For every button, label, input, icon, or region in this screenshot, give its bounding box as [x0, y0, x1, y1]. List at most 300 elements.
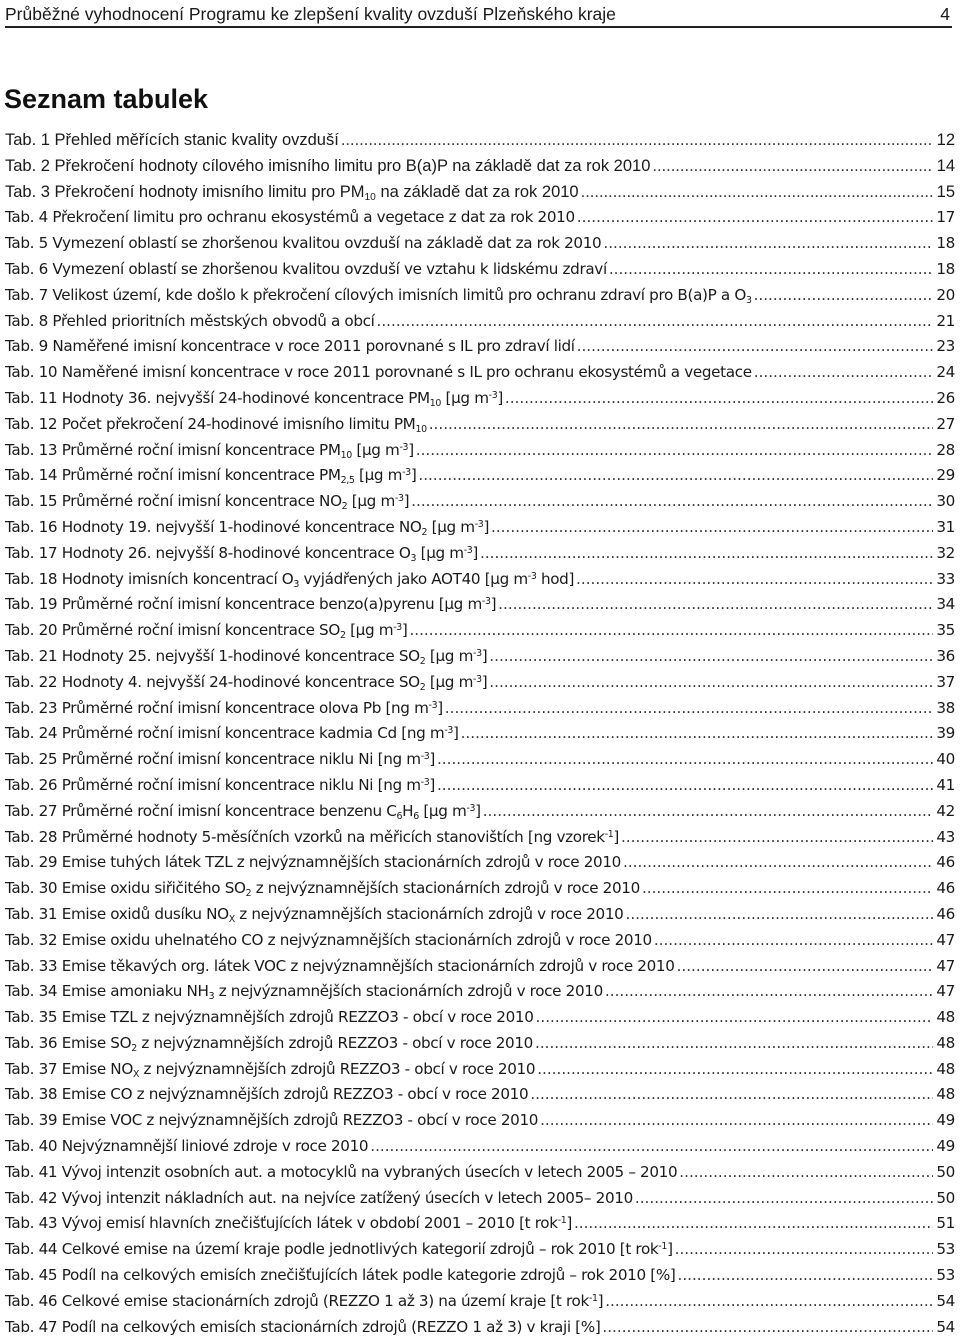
toc-entry-label [5, 283, 752, 309]
toc-entry-label [5, 1289, 603, 1315]
label-text: Tab. 7 Velikost území, kde došlo k překročení cílových imisních limitů pro ochranu zdraví pro B(a)P a O [5, 285, 746, 304]
toc-page-number: 46 [936, 879, 955, 898]
toc-entry-label [5, 205, 575, 231]
toc-page-number: 49 [936, 1111, 955, 1130]
toc-entry[interactable] [5, 231, 955, 257]
superscript: -1 [658, 1241, 668, 1253]
toc-entry-label [5, 1315, 600, 1340]
dot-leader [577, 205, 933, 231]
label-text: Tab. 46 Celkové emise stacionárních zdrojů (REZZO 1 až 3) na území kraje [t rok [5, 1291, 589, 1310]
toc-entry[interactable] [5, 412, 955, 438]
label-text: Tab. 5 Vymezení oblastí se zhoršenou kvalitou ovzduší na základě dat za rok 2010 [5, 234, 602, 253]
dot-leader [654, 928, 933, 954]
dot-leader [537, 1057, 933, 1083]
label-text: ] [613, 827, 619, 846]
label-text: z nejvýznamnějších stacionárních zdrojů v roce 2010 [251, 879, 640, 898]
superscript: -3 [420, 776, 430, 788]
label-text: [µg m [441, 388, 489, 407]
toc-page-number: 23 [936, 337, 955, 356]
document-title: Průběžné vyhodnocení Programu ke zlepšení kvality ovzduší Plzeňského kraje [5, 4, 616, 24]
superscript: -3 [488, 389, 498, 401]
dot-leader [445, 696, 933, 722]
toc-page-number: 33 [936, 569, 955, 588]
toc-entry-label [5, 128, 339, 154]
subscript: 10 [340, 449, 352, 461]
toc-entry-label [5, 154, 650, 180]
toc-entry-label [5, 1160, 677, 1186]
superscript: -3 [402, 467, 411, 479]
label-text: Tab. 4 Překročení limitu pro ochranu ekosystémů a vegetace z dat za rok 2010 [5, 208, 575, 227]
toc-entry-label [5, 592, 496, 618]
label-text: ] [667, 1240, 673, 1259]
toc-entry-label [5, 618, 407, 644]
label-text: Tab. 44 Celkové emise na území kraje podle jednotlivých kategorií zdrojů – rok 2010 [t rok [5, 1240, 659, 1259]
subscript: 2 [419, 655, 426, 667]
label-text: Tab. 40 Nejvýznamnější liniové zdroje v roce 2010 [5, 1137, 369, 1156]
label-text: Tab. 36 Emise SO [5, 1033, 132, 1052]
toc-page-number: 39 [936, 724, 955, 743]
superscript: -3 [428, 699, 438, 711]
toc-page-number: 20 [936, 285, 955, 304]
label-text: [µg m [345, 621, 394, 640]
toc-entry-label [5, 515, 489, 541]
toc-page-number: 34 [936, 595, 955, 614]
dot-leader [605, 979, 933, 1005]
label-text: z nejvýznamnějších zdrojů REZZO3 - obcí v roce 2010 [136, 1033, 533, 1052]
toc-entry[interactable] [5, 515, 955, 541]
label-text: Tab. 47 Podíl na celkových emisích stacionárních zdrojů (REZZO 1 až 3) v kraji [%] [5, 1317, 601, 1336]
superscript: -3 [399, 441, 409, 453]
toc-entry[interactable] [5, 1005, 955, 1031]
label-text: Tab. 1 Přehled měřících stanic kvality ovzduší [5, 131, 339, 149]
label-text: Tab. 34 Emise amoniaku NH [5, 982, 209, 1001]
dot-leader [679, 1160, 933, 1186]
dot-leader [416, 438, 933, 464]
toc-page-number: 18 [936, 234, 955, 253]
label-text: [µg m [425, 646, 474, 665]
label-text: Tab. 18 Hodnoty imisních koncentrací O [5, 569, 294, 588]
page-number: 4 [940, 4, 950, 24]
toc-entry-label [5, 1263, 676, 1289]
subscript: 3 [208, 991, 215, 1003]
dot-leader [626, 902, 934, 928]
label-text: [µg m [418, 801, 467, 820]
label-text: Tab. 26 Průměrné roční imisní koncentrace niklu Ni [ng m [5, 775, 421, 794]
label-text: Tab. 45 Podíl na celkových emisích znečišťujících látek podle kategorie zdrojů – rok 2010 [%] [5, 1266, 676, 1285]
toc-page-number: 40 [936, 750, 955, 769]
toc-page-number: 30 [936, 492, 955, 511]
dot-leader [621, 825, 933, 851]
label-text: [µg m [354, 466, 403, 485]
label-text: Tab. 15 Průměrné roční imisní koncentrace NO [5, 492, 342, 511]
toc-entry[interactable] [5, 489, 955, 515]
toc-entry-label [5, 1082, 528, 1108]
toc-entry[interactable] [5, 1211, 955, 1237]
toc-entry[interactable] [5, 386, 955, 412]
dot-leader [642, 876, 933, 902]
dot-leader [605, 1289, 933, 1315]
toc-entry-label [5, 928, 652, 954]
label-text: Tab. 39 Emise VOC z nejvýznamnějších zdrojů REZZO3 - obcí v roce 2010 [5, 1111, 539, 1130]
label-text: na základě dat za rok 2010 [375, 182, 579, 201]
superscript: -3 [474, 518, 484, 530]
toc-entry-label [5, 721, 459, 747]
toc-page-number: 50 [936, 1162, 955, 1181]
toc-entry[interactable] [5, 850, 955, 876]
label-text: Tab. 20 Průměrné roční imisní koncentrace SO [5, 621, 340, 640]
toc-entry[interactable] [5, 438, 955, 464]
subscript: 6 [413, 810, 419, 822]
dot-leader [530, 1082, 933, 1108]
label-text: hod] [536, 569, 575, 588]
toc-entry-label [5, 438, 414, 464]
toc-entry[interactable] [5, 257, 955, 283]
superscript: -3 [473, 647, 482, 659]
dot-leader [635, 1186, 933, 1212]
dot-leader [623, 850, 933, 876]
toc-entry[interactable] [5, 1082, 955, 1108]
toc-entry[interactable] [5, 1160, 955, 1186]
toc-entry-label [5, 747, 435, 773]
label-text: [µg m [347, 492, 395, 511]
toc-page-number: 47 [936, 930, 955, 949]
label-text: Tab. 30 Emise oxidu siřičitého SO [5, 879, 246, 898]
label-text: ] [497, 388, 503, 407]
label-text: [µg m [427, 517, 475, 536]
subscript: 2 [245, 887, 252, 899]
toc-entry[interactable] [5, 1134, 955, 1160]
dot-leader [603, 231, 933, 257]
toc-entry-label [5, 386, 503, 412]
dot-leader [341, 128, 933, 154]
dot-leader [498, 592, 933, 618]
toc-page-number: 27 [936, 414, 955, 433]
toc-page-number: 53 [936, 1240, 955, 1259]
toc-entry[interactable] [5, 1263, 955, 1289]
label-text: ] [403, 492, 410, 511]
subscript: X [228, 913, 235, 925]
toc-entry[interactable] [5, 954, 955, 980]
table-of-tables [5, 128, 955, 1340]
toc-entry[interactable] [5, 334, 955, 360]
toc-page-number: 29 [936, 466, 955, 485]
subscript: 10 [364, 191, 376, 203]
label-text: Tab. 28 Průměrné hodnoty 5-měsíčních vzorků na měřicích stanovištích [ng vzorek [5, 827, 605, 846]
label-text: ] [410, 466, 417, 485]
subscript: 6 [396, 810, 403, 822]
dot-leader [409, 618, 933, 644]
toc-entry-label [5, 670, 487, 696]
label-text: Tab. 14 Průměrné roční imisní koncentrace PM [5, 466, 341, 485]
label-text: Tab. 33 Emise těkavých org. látek VOC z nejvýznamnějších stacionárních zdrojů v roce 2010 [5, 956, 675, 975]
label-text: Tab. 8 Přehled prioritních městských obvodů a obcí [5, 311, 375, 330]
dot-leader [489, 670, 933, 696]
label-text: ] [408, 440, 414, 459]
label-text: ] [429, 775, 435, 794]
dot-leader [377, 309, 933, 335]
label-text: Tab. 24 Průměrné roční imisní koncentrace kadmia Cd [ng m [5, 724, 445, 743]
label-text: Tab. 9 Naměřené imisní koncentrace v roce 2011 porovnané s IL pro zdraví lidí [5, 337, 575, 356]
dot-leader [489, 644, 933, 670]
toc-entry[interactable] [5, 463, 955, 489]
toc-entry-label [5, 489, 409, 515]
toc-page-number: 50 [936, 1188, 955, 1207]
toc-page-number: 41 [936, 775, 955, 794]
label-text: [µg m [425, 672, 474, 691]
toc-page-number: 38 [936, 698, 955, 717]
dot-leader [602, 1315, 933, 1340]
toc-entry[interactable] [5, 128, 955, 154]
toc-page-number: 32 [936, 543, 955, 562]
toc-page-number: 54 [936, 1291, 955, 1310]
page-header [5, 2, 952, 28]
label-text: Tab. 29 Emise tuhých látek TZL z nejvýznamnějších stacionárních zdrojů v roce 2010 [5, 853, 621, 872]
toc-entry[interactable] [5, 1237, 955, 1263]
toc-entry[interactable] [5, 799, 955, 825]
toc-page-number: 46 [936, 904, 955, 923]
toc-page-number: 53 [936, 1266, 955, 1285]
toc-page-number: 49 [936, 1137, 955, 1156]
toc-entry-label [5, 541, 478, 567]
toc-entry[interactable] [5, 154, 955, 180]
toc-entry-label [5, 799, 481, 825]
superscript: -3 [420, 750, 430, 762]
dot-leader [418, 463, 933, 489]
toc-entry[interactable] [5, 1031, 955, 1057]
toc-entry[interactable] [5, 180, 955, 206]
label-text: ] [481, 646, 488, 665]
superscript: -1 [557, 1215, 567, 1227]
dot-leader [678, 1263, 934, 1289]
dot-leader [754, 283, 933, 309]
toc-page-number: 24 [936, 363, 955, 382]
dot-leader [540, 1108, 933, 1134]
label-text: Tab. 23 Průměrné roční imisní koncentrace olova Pb [ng m [5, 698, 429, 717]
toc-entry-label [5, 1134, 368, 1160]
toc-entry-label [5, 644, 487, 670]
superscript: -1 [588, 1292, 598, 1304]
toc-page-number: 46 [936, 853, 955, 872]
toc-entry-label [5, 360, 752, 386]
dot-leader [505, 386, 933, 412]
dot-leader [480, 541, 933, 567]
toc-entry[interactable] [5, 541, 955, 567]
toc-page-number: 47 [936, 956, 955, 975]
label-text: Tab. 12 Počet překročení 24-hodinové imisního limitu PM [5, 414, 416, 433]
dot-leader [491, 515, 933, 541]
toc-entry-label [5, 1005, 534, 1031]
toc-entry[interactable] [5, 1057, 955, 1083]
label-text: ] [401, 621, 408, 640]
label-text: Tab. 31 Emise oxidů dusíku NO [5, 904, 229, 923]
toc-page-number: 15 [936, 182, 955, 201]
toc-entry-label [5, 876, 640, 902]
label-text: ] [475, 801, 481, 820]
toc-entry[interactable] [5, 902, 955, 928]
label-text: Tab. 41 Vývoj intenzit osobních aut. a motocyklů na vybraných úsecích v letech 2005 – 2010 [5, 1162, 678, 1181]
superscript: -3 [481, 596, 491, 608]
subscript: 2,5 [340, 475, 355, 487]
toc-entry-label [5, 257, 607, 283]
toc-entry[interactable] [5, 825, 955, 851]
toc-entry[interactable] [5, 747, 955, 773]
toc-page-number: 36 [936, 646, 955, 665]
toc-page-number: 31 [936, 517, 955, 536]
toc-entry[interactable] [5, 205, 955, 231]
toc-page-number: 51 [936, 1214, 955, 1233]
dot-leader [574, 1211, 933, 1237]
toc-entry[interactable] [5, 567, 955, 593]
toc-entry-label [5, 979, 603, 1005]
subscript: 10 [429, 397, 442, 409]
label-text: ] [481, 672, 488, 691]
label-text: Tab. 35 Emise TZL z nejvýznamnějších zdrojů REZZO3 - obcí v roce 2010 [5, 1008, 534, 1027]
label-text: vyjádřených jako AOT40 [µg m [299, 569, 528, 588]
toc-entry-label [5, 825, 619, 851]
label-text: Tab. 42 Vývoj intenzit nákladních aut. na nejvíce zatížený úsecích v letech 2005– 2010 [5, 1188, 633, 1207]
toc-entry[interactable] [5, 876, 955, 902]
toc-entry-label [5, 1031, 533, 1057]
toc-entry-label [5, 1211, 572, 1237]
label-text: Tab. 6 Vymezení oblastí se zhoršenou kvalitou ovzduší ve vztahu k lidskému zdraví [5, 259, 607, 278]
superscript: -3 [444, 725, 454, 737]
dot-leader [483, 799, 933, 825]
toc-entry[interactable] [5, 618, 955, 644]
label-text: Tab. 22 Hodnoty 4. nejvyšší 24-hodinové koncentrace SO [5, 672, 420, 691]
toc-entry-label [5, 850, 621, 876]
toc-page-number: 14 [936, 156, 955, 175]
toc-entry[interactable] [5, 721, 955, 747]
toc-page-number: 18 [936, 259, 955, 278]
subscript: 2 [419, 681, 426, 693]
label-text: Tab. 38 Emise CO z nejvýznamnějších zdrojů REZZO3 - obcí v roce 2010 [5, 1085, 529, 1104]
label-text: Tab. 16 Hodnoty 19. nejvyšší 1-hodinové koncentrace NO [5, 517, 422, 536]
toc-entry[interactable] [5, 979, 955, 1005]
subscript: 3 [745, 294, 752, 306]
label-text: ] [597, 1291, 604, 1310]
superscript: -3 [394, 492, 404, 504]
dot-leader [437, 747, 933, 773]
toc-entry[interactable] [5, 360, 955, 386]
toc-entry[interactable] [5, 1186, 955, 1212]
toc-page-number: 48 [936, 1008, 955, 1027]
toc-entry[interactable] [5, 1289, 955, 1315]
superscript: -1 [604, 828, 614, 840]
label-text: z nejvýznamnějších stacionárních zdrojů v roce 2010 [234, 904, 624, 923]
toc-entry-label [5, 463, 416, 489]
toc-page-number: 12 [936, 131, 955, 149]
toc-entry[interactable] [5, 283, 955, 309]
label-text: Tab. 10 Naměřené imisní koncentrace v roce 2011 porovnané s IL pro ochranu ekosystémů a vegetace [5, 363, 752, 382]
toc-entry-label [5, 1237, 673, 1263]
label-text: Tab. 27 Průměrné roční imisní koncentrace benzenu C [5, 801, 397, 820]
toc-entry[interactable] [5, 773, 955, 799]
dot-leader [370, 1134, 933, 1160]
superscript: -3 [473, 673, 482, 685]
subscript: 10 [415, 423, 427, 435]
toc-entry-label [5, 567, 574, 593]
label-text: ] [429, 750, 435, 769]
subscript: 2 [341, 500, 348, 512]
toc-entry[interactable] [5, 644, 955, 670]
label-text: Tab. 37 Emise NO [5, 1059, 133, 1078]
label-text: Tab. 43 Vývoj emisí hlavních znečišťujících látek v období 2001 – 2010 [t rok [5, 1214, 558, 1233]
label-text: Tab. 11 Hodnoty 36. nejvyšší 24-hodinové koncentrace PM [5, 388, 430, 407]
label-text: Tab. 25 Průměrné roční imisní koncentrace niklu Ni [ng m [5, 750, 421, 769]
label-text: Tab. 13 Průměrné roční imisní koncentrace PM [5, 440, 341, 459]
subscript: 3 [410, 552, 417, 564]
label-text: [µg m [416, 543, 464, 562]
toc-entry-label [5, 696, 443, 722]
toc-entry[interactable] [5, 592, 955, 618]
dot-leader [609, 257, 933, 283]
superscript: -3 [393, 621, 402, 633]
toc-page-number: 37 [936, 672, 955, 691]
toc-entry-label [5, 954, 675, 980]
dot-leader [581, 180, 933, 206]
label-text: Tab. 32 Emise oxidu uhelnatého CO z nejvýznamnějších stacionárních zdrojů v roce 2010 [5, 930, 652, 949]
toc-page-number: 47 [936, 982, 955, 1001]
label-text: ] [483, 517, 490, 536]
label-text: ] [453, 724, 459, 743]
subscript: 2 [339, 629, 346, 641]
superscript: -3 [463, 544, 473, 556]
toc-entry[interactable] [5, 309, 955, 335]
toc-entry-label [5, 309, 375, 335]
superscript: -3 [527, 570, 537, 582]
dot-leader [535, 1031, 933, 1057]
label-text: z nejvýznamnějších zdrojů REZZO3 - obcí v roce 2010 [139, 1059, 536, 1078]
toc-entry-label [5, 231, 601, 257]
subscript: 2 [421, 526, 428, 538]
toc-entry[interactable] [5, 928, 955, 954]
toc-page-number: 17 [936, 208, 955, 227]
dot-leader [677, 954, 933, 980]
toc-page-number: 48 [936, 1085, 955, 1104]
label-text: Tab. 2 Překročení hodnoty cílového imisního limitu pro B(a)P na základě dat za rok 2010 [5, 156, 651, 175]
toc-page-number: 54 [936, 1317, 955, 1336]
toc-page-number: 28 [936, 440, 955, 459]
label-text: [µg m [351, 440, 400, 459]
toc-page-number: 21 [936, 311, 955, 330]
toc-entry-label [5, 334, 575, 360]
toc-page-number: 48 [936, 1033, 955, 1052]
label-text: ] [472, 543, 478, 562]
toc-entry[interactable] [5, 1108, 955, 1134]
toc-page-number: 35 [936, 621, 955, 640]
toc-page-number: 26 [936, 388, 955, 407]
toc-entry[interactable] [5, 1315, 955, 1340]
toc-page-number: 48 [936, 1059, 955, 1078]
toc-entry-label [5, 180, 579, 206]
label-text: Tab. 3 Překročení hodnoty imisního limitu pro PM [5, 182, 365, 201]
label-text: H [402, 801, 414, 820]
subscript: 3 [293, 578, 300, 590]
superscript: -3 [466, 802, 476, 814]
toc-entry[interactable] [5, 696, 955, 722]
dot-leader [675, 1237, 933, 1263]
toc-entry-label [5, 412, 427, 438]
dot-leader [652, 154, 933, 180]
label-text: ] [437, 698, 443, 717]
dot-leader [429, 412, 933, 438]
dot-leader [411, 489, 933, 515]
toc-entry-label [5, 1108, 538, 1134]
toc-entry-label [5, 1186, 633, 1212]
toc-entry[interactable] [5, 670, 955, 696]
label-text: Tab. 17 Hodnoty 26. nejvyšší 8-hodinové koncentrace O [5, 543, 411, 562]
toc-page-number: 42 [936, 801, 955, 820]
